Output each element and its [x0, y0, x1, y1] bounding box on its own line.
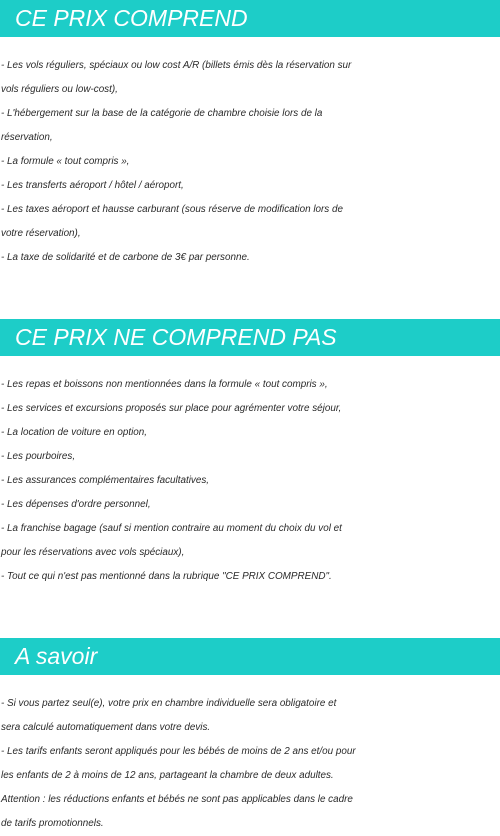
list-line: - La formule « tout compris »,	[1, 156, 130, 167]
list-line: vols réguliers ou low-cost),	[1, 84, 118, 95]
list-line: de tarifs promotionnels.	[1, 818, 104, 829]
section-body	[0, 373, 500, 589]
list-line: - Tout ce qui n'est pas mentionné dans la rubrique "CE PRIX COMPREND".	[1, 571, 332, 582]
list-line: réservation,	[1, 132, 53, 143]
list-line: - Les taxes aéroport et hausse carburant (sous réserve de modification lors de	[1, 204, 343, 215]
list-line: - Les repas et boissons non mentionnées dans la formule « tout compris »,	[1, 379, 328, 390]
list-line: - La franchise bagage (sauf si mention contraire au moment du choix du vol et	[1, 523, 342, 534]
list-line: - Les dépenses d'ordre personnel,	[1, 499, 151, 510]
section-title: CE PRIX NE COMPREND PAS	[0, 319, 500, 356]
list-line: - Les vols réguliers, spéciaux ou low cost A/R (billets émis dès la réservation sur	[1, 60, 352, 71]
list-line: - La location de voiture en option,	[1, 427, 148, 438]
list-line: les enfants de 2 à moins de 12 ans, partageant la chambre de deux adultes.	[1, 770, 334, 781]
list-line: votre réservation),	[1, 228, 81, 239]
list-line: pour les réservations avec vols spéciaux),	[1, 547, 185, 558]
section-included	[0, 0, 500, 270]
list-line: - Les tarifs enfants seront appliqués pour les bébés de moins de 2 ans et/ou pour	[1, 746, 356, 757]
section-body	[0, 54, 500, 270]
list-line: - Les pourboires,	[1, 451, 76, 462]
section-title: A savoir	[0, 638, 500, 675]
list-line: - La taxe de solidarité et de carbone de 3€ par personne.	[1, 252, 250, 263]
list-line: - L'hébergement sur la base de la catégorie de chambre choisie lors de la	[1, 108, 323, 119]
list-line: - Les assurances complémentaires facultatives,	[1, 475, 210, 486]
section-not-included	[0, 319, 500, 589]
section-good-to-know	[0, 638, 500, 836]
list-line: Attention : les réductions enfants et bébés ne sont pas applicables dans le cadre	[1, 794, 353, 805]
list-line: - Les transferts aéroport / hôtel / aéroport,	[1, 180, 184, 191]
section-title: CE PRIX COMPREND	[0, 0, 500, 37]
list-line: - Si vous partez seul(e), votre prix en chambre individuelle sera obligatoire et	[1, 698, 337, 709]
list-line: - Les services et excursions proposés sur place pour agrémenter votre séjour,	[1, 403, 342, 414]
section-body	[0, 692, 500, 836]
list-line: sera calculé automatiquement dans votre devis.	[1, 722, 211, 733]
